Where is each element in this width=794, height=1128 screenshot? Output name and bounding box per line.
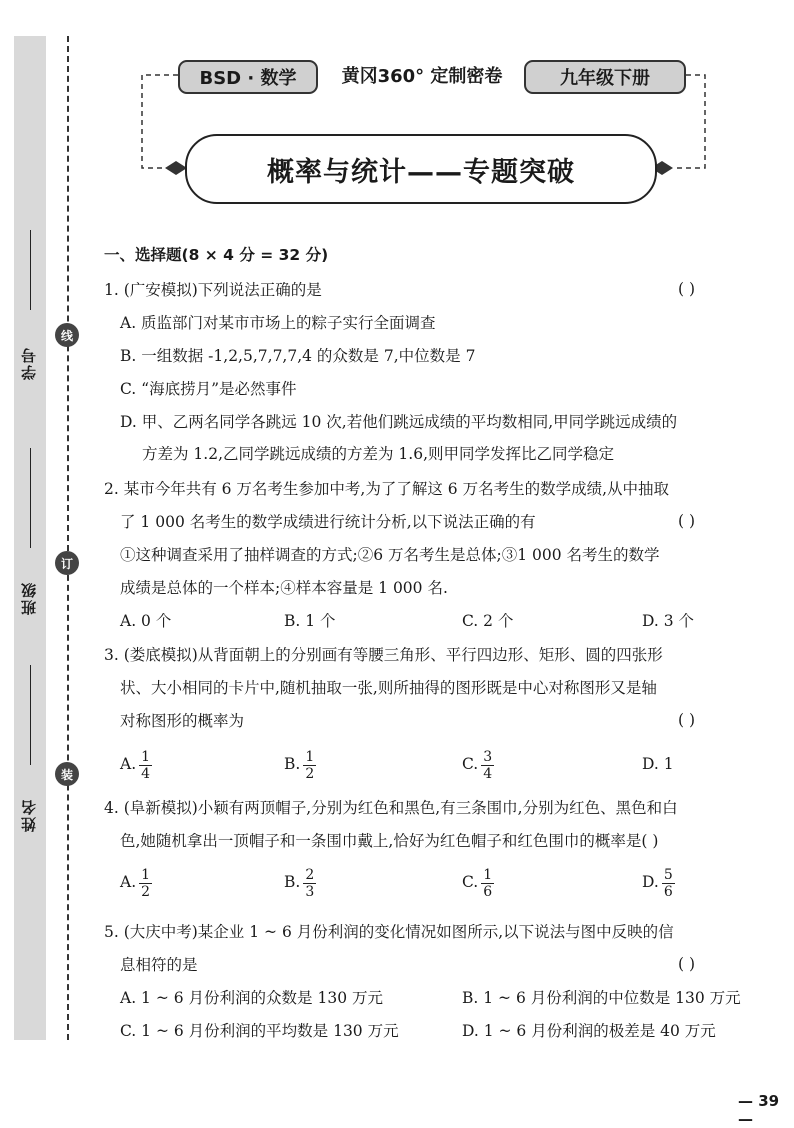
q3-b-fraction: $\frac{1}{2}$ [305, 748, 315, 782]
q2-option-c: C. 2 个 [462, 612, 514, 630]
subject-badge: BSD · 数学 [178, 60, 318, 94]
q4-d-fraction: $\frac{5}{6}$ [663, 866, 673, 900]
name-line [30, 665, 31, 765]
q4-option-c: C. $\frac{1}{6}$ [462, 866, 493, 900]
q2-stem-line2: 了 1 000 名考生的数学成绩进行统计分析,以下说法正确的有 [120, 513, 536, 531]
q4-a-fraction: $\frac{1}{2}$ [141, 866, 151, 900]
q1-option-c: C. “海底捞月”是必然事件 [120, 380, 297, 398]
q1-answer-paren: ( ) [678, 280, 696, 298]
q4-b-fraction: $\frac{2}{3}$ [305, 866, 315, 900]
q5-answer-paren: ( ) [678, 955, 696, 973]
q4-stem-line1: 4. (阜新模拟)小颖有两顶帽子,分别为红色和黑色,有三条围巾,分别为红色、黑色和白 [104, 799, 678, 817]
q5-stem-line2: 息相符的是 [120, 956, 198, 974]
page-number: — 39 — [738, 1092, 780, 1128]
q2-stem-line1: 2. 某市今年共有 6 万名考生参加中考,为了了解这 6 万名考生的数学成绩,从中抽取 [104, 480, 670, 498]
line-mark: 线 [55, 323, 79, 347]
q5-stem-line1: 5. (大庆中考)某企业 1 ~ 6 月份利润的变化情况如图所示,以下说法与图中反映的信 [104, 923, 674, 941]
q3-option-a: A. $\frac{1}{4}$ [120, 748, 151, 782]
page-title: 概率与统计——专题突破 [185, 134, 657, 204]
q5-option-b: B. 1 ~ 6 月份利润的中位数是 130 万元 [462, 989, 741, 1007]
name-label: 姓名 [20, 798, 38, 832]
q1-option-d: D. 甲、乙两名同学各跳远 10 次,若他们跳远成绩的平均数相同,甲同学跳远成绩的 [120, 413, 678, 431]
q3-c-fraction: $\frac{3}{4}$ [483, 748, 493, 782]
class-line [30, 448, 31, 548]
q4-option-d: D. $\frac{5}{6}$ [642, 866, 673, 900]
q3-a-fraction: $\frac{1}{4}$ [141, 748, 151, 782]
seal-mark: 装 [55, 762, 79, 786]
q4-option-a: A. $\frac{1}{2}$ [120, 866, 151, 900]
q4-c-fraction: $\frac{1}{6}$ [483, 866, 493, 900]
q2-answer-paren: ( ) [678, 512, 696, 530]
q5-option-a: A. 1 ~ 6 月份利润的众数是 130 万元 [120, 989, 383, 1007]
q3-stem-line2: 状、大小相同的卡片中,随机抽取一张,则所抽得的图形既是中心对称图形又是轴 [120, 679, 657, 697]
q5-option-d: D. 1 ~ 6 月份利润的极差是 40 万元 [462, 1022, 716, 1040]
grade-badge: 九年级下册 [524, 60, 686, 94]
class-label: 班级 [20, 581, 38, 615]
q5-option-c: C. 1 ~ 6 月份利润的平均数是 130 万元 [120, 1022, 399, 1040]
q1-option-b: B. 一组数据 -1,2,5,7,7,7,4 的众数是 7,中位数是 7 [120, 347, 476, 365]
q4-option-b: B. $\frac{2}{3}$ [284, 866, 315, 900]
q2-statements-line2: 成绩是总体的一个样本;④样本容量是 1 000 名. [120, 579, 448, 597]
q3-stem-line3: 对称图形的概率为 [120, 712, 245, 730]
student-id-line [30, 230, 31, 310]
q3-option-d: D. 1 [642, 755, 674, 773]
q2-option-b: B. 1 个 [284, 612, 336, 630]
q4-stem-line2: 色,她随机拿出一顶帽子和一条围巾戴上,恰好为红色帽子和红色围巾的概率是( ) [120, 832, 659, 850]
q1-option-d-cont: 方差为 1.2,乙同学跳远成绩的方差为 1.6,则甲同学发挥比乙同学稳定 [142, 445, 615, 463]
q2-statements-line1: ①这种调查采用了抽样调查的方式;②6 万名考生是总体;③1 000 名考生的数学 [120, 546, 660, 564]
q3-stem-line1: 3. (娄底模拟)从背面朝上的分别画有等腰三角形、平行四边形、矩形、圆的四张形 [104, 646, 663, 664]
bind-mark: 订 [55, 551, 79, 575]
q3-option-b: B. $\frac{1}{2}$ [284, 748, 315, 782]
q2-option-d: D. 3 个 [642, 612, 695, 630]
q2-option-a: A. 0 个 [120, 612, 172, 630]
student-id-label: 学号 [20, 346, 38, 380]
series-label: 黄冈360° 定制密卷 [341, 66, 503, 87]
q1-stem: 1. (广安模拟)下列说法正确的是 [104, 281, 322, 299]
q3-answer-paren: ( ) [678, 711, 696, 729]
section-heading: 一、选择题(8 × 4 分 = 32 分) [104, 246, 329, 264]
q1-option-a: A. 质监部门对某市市场上的粽子实行全面调查 [120, 314, 436, 332]
q3-option-c: C. $\frac{3}{4}$ [462, 748, 493, 782]
